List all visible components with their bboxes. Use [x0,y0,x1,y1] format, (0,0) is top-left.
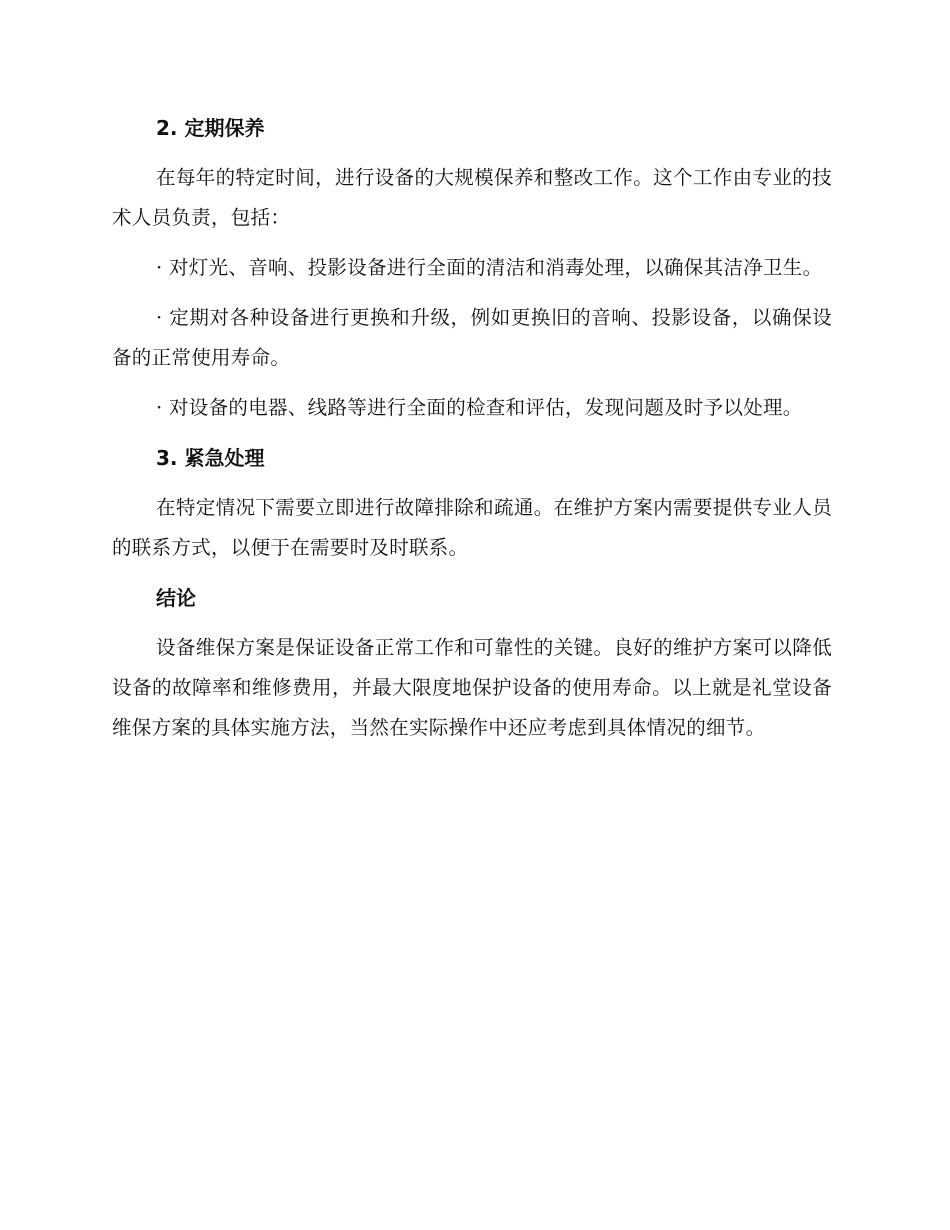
bullet-cleaning: · 对灯光、音响、投影设备进行全面的清洁和消毒处理，以确保其洁净卫生。 [156,256,823,279]
paragraph-emergency: 在特定情况下需要立即进行故障排除和疏通。在维护方案内需要提供专业人员的联系方式，以便于在需要时及时联系。 [112,496,832,559]
bullet-inspection: · 对设备的电器、线路等进行全面的检查和评估，发现问题及时予以处理。 [156,396,803,419]
document-page [112,108,832,758]
bullet-replacement-upgrade: · 定期对各种设备进行更换和升级，例如更换旧的音响、投影设备，以确保设备的正常使用寿命。 [112,306,832,369]
paragraph-conclusion: 设备维保方案是保证设备正常工作和可靠性的关键。良好的维护方案可以降低设备的故障率和维修费用，并最大限度地保护设备的使用寿命。以上就是礼堂设备维保方案的具体实施方法，当然在实际操作中还应考虑到具体情况的细节。 [112,636,832,739]
section-heading-regular-maintenance: 2. 定期保养 [156,116,265,140]
section-heading-emergency: 3. 紧急处理 [156,446,265,470]
paragraph-maintenance-intro: 在每年的特定时间，进行设备的大规模保养和整改工作。这个工作由专业的技术人员负责，包括： [112,166,832,229]
section-heading-conclusion: 结论 [156,586,196,610]
